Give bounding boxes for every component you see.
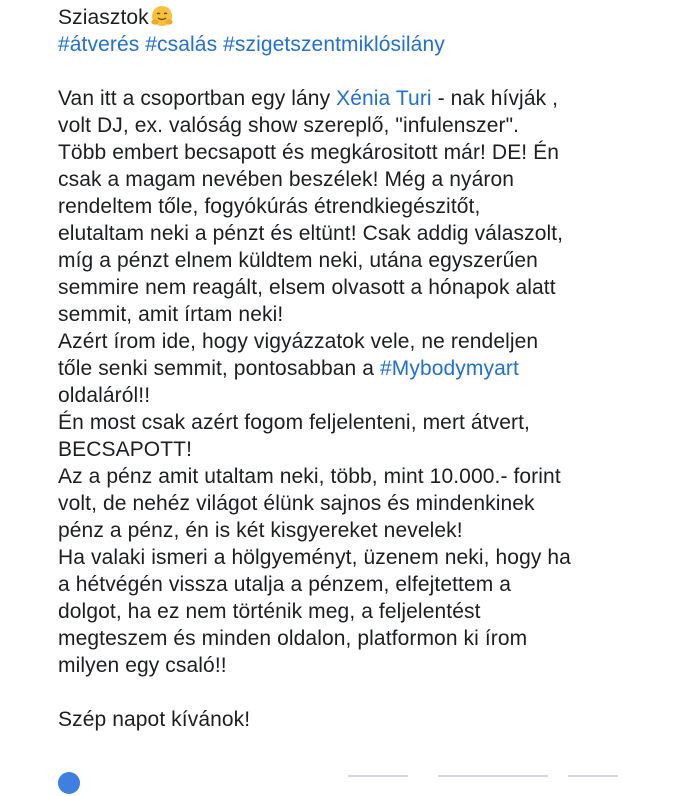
post-line: míg a pénzt elnem küldtem neki, utána egyszerűen [58,249,538,272]
post-line: volt DJ, ex. valóság show szereplő, "infulenszer". [58,114,520,137]
post-text: tőle senki semmit, pontosabban a [58,357,380,380]
post-line: megteszem és minden oldalon, platformon ki írom [58,627,528,650]
greeting-text: Sziasztok [58,6,149,29]
hashtags-line[interactable]: #átverés #csalás #szigetszentmiklósilány [58,33,445,56]
post-line: oldaláról!! [58,384,151,407]
post-line: elutaltam neki a pénzt és eltünt! Csak addig válaszolt, [58,222,564,245]
post-line: Több embert becsapott és megkárositott már! DE! Én [58,141,560,164]
divider [348,775,408,777]
post-line: volt, de nehéz világot élünk sajnos és mindenkinek [58,492,535,515]
greeting-line [58,4,678,31]
mention-link[interactable]: Xénia Turi [336,87,432,110]
post-line [58,355,678,382]
post-line: Azért írom ide, hogy vigyázzatok vele, ne rendeljen [58,330,539,353]
post-text: Van itt a csoportban egy lány [58,87,337,110]
hugging-face-icon [150,5,174,34]
hashtag-link[interactable]: #Mybodymyart [379,357,519,380]
post-line: BECSAPOTT! [58,438,193,461]
post-line: Én most csak azért fogom feljelenteni, mert átvert, [58,411,530,434]
cut-off-reaction-bar [58,772,618,796]
closing-line: Szép napot kívánok! [58,708,251,731]
post-line: a hétvégén vissza utalja a pénzem, elfejtettem a [58,573,512,596]
post-line: csak a magam nevében beszélek! Még a nyáron [58,168,515,191]
post-line: Ha valaki ismeri a hölgyeményt, üzenem neki, hogy ha [58,546,571,569]
post-text: - nak hívják , [431,87,559,110]
reaction-icon [58,772,80,794]
post-line: dolgot, ha ez nem történik meg, a feljelentést [58,600,481,623]
post-line: pénz a pénz, én is két kisgyereket nevelek! [58,519,463,542]
spacer [58,58,678,85]
divider [568,775,618,777]
post-line: semmit, amit írtam neki! [58,303,284,326]
post-line: milyen egy csaló!! [58,654,227,677]
post-line [58,85,678,112]
divider [438,775,548,777]
spacer [58,679,678,706]
post-line: semmire nem reagált, elsem olvasott a hónapok alatt [58,276,556,299]
post-body [58,4,678,733]
post-line: Az a pénz amit utaltam neki, több, mint 10.000.- forint [58,465,561,488]
post-line: rendeltem tőle, fogyókúrás étrendkiegészitőt, [58,195,481,218]
